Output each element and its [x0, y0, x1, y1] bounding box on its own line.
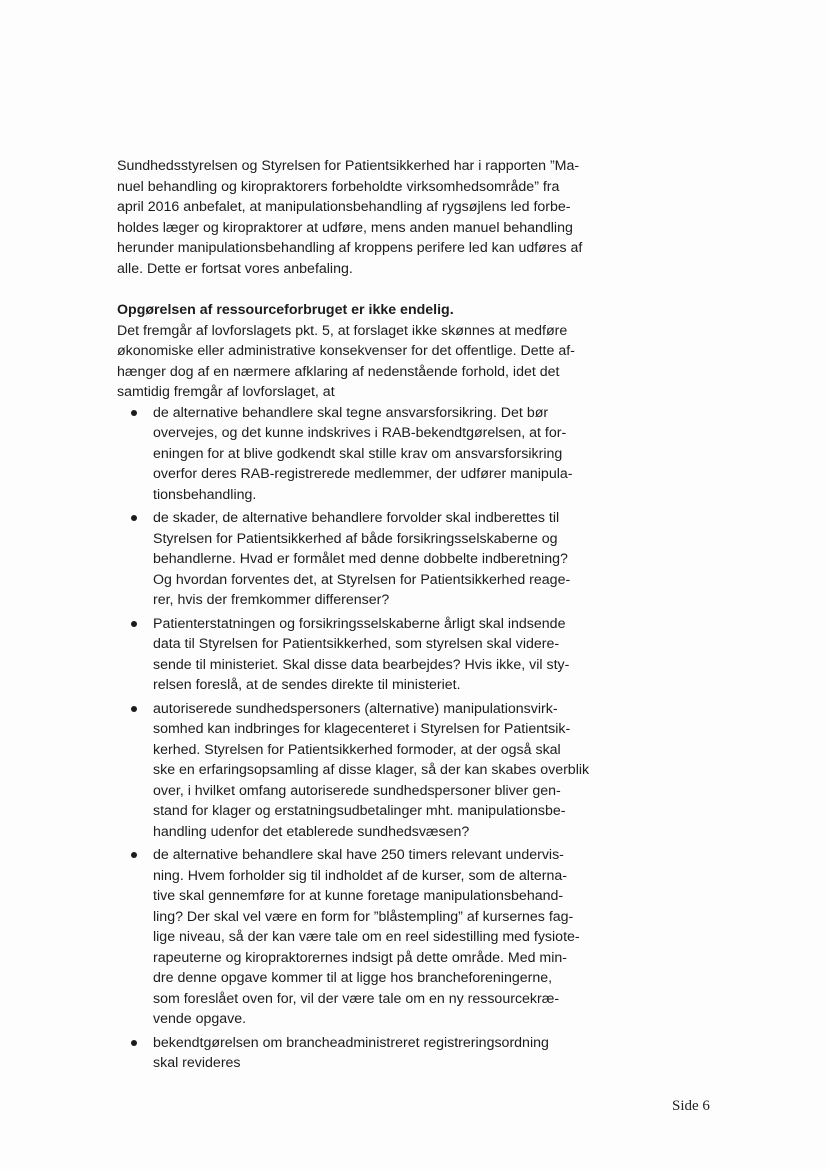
bullet-list — [117, 403, 617, 1074]
bullet-item — [153, 508, 617, 611]
bullet-icon — [131, 621, 137, 627]
bullet-text: Patienterstatningen og forsikringsselskaberne årligt skal indsende data til Styrelsen for Patientsikkerhed, som styrelsen skal videre- sende til ministeriet. Skal disse data bearbejdes? Hvis ikke, vil sty- relsen foreslå, at de sendes direkte til ministeriet. — [153, 615, 570, 693]
bullet-text: bekendtgørelsen om brancheadministreret registreringsordning skal revideres — [153, 1034, 549, 1071]
bullet-text: autoriserede sundhedspersoners (alternative) manipulationsvirk- somhed kan indbringes for klagecenteret i Styrelsen for Patientsik- kerhed. Styrelsen for Patientsikkerhed formoder, at der også skal ske en erfaringsopsamling af disse klager, så der kan skabes overblik over, i hvilket omfang autoriserede sundhedspersoner bliver gen- stand for klager og erstatningsudbetalinger mht. manipulationsbe- handling udenfor det etablerede sundhedsvæsen? — [153, 700, 590, 840]
section-heading: Opgørelsen af ressourceforbruget er ikke endelig. — [117, 302, 454, 318]
bullet-text: de alternative behandlere skal tegne ansvarsforsikring. Det bør overvejes, og det kunne indskrives i RAB-bekendtgørelsen, at for- eningen for at blive godkendt skal stille krav om ansvarsforsikring overfor deres RAB-registrerede medlemmer, der udfører manipula- tionsbehandling. — [153, 404, 573, 503]
bullet-icon — [131, 852, 137, 858]
intro-paragraph: Sundhedsstyrelsen og Styrelsen for Patientsikkerhed har i rapporten ”Ma- nuel behandling og kiropraktorers forbeholdte virksomhedsområde” fra april 2016 anbefalet, at manipulationsbehandling af rygsøjlens led forbe- holdes læger og kiropraktorer at udføre, mens anden manuel behandling herunder manipulationsbehandling af kroppens perifere led kan udføres af alle. Dette er fortsat vores anbefaling. — [117, 158, 583, 277]
bullet-item — [153, 845, 617, 1030]
section-paragraph: Det fremgår af lovforslagets pkt. 5, at forslaget ikke skønnes at medføre økonomiske eller administrative konsekvenser for det offentlige. Dette af- hænger dog af en nærmere afklaring af nedenstående forhold, idet det samtidig fremgår af lovforslaget, at — [117, 322, 575, 400]
bullet-text: de skader, de alternative behandlere forvolder skal indberettes til Styrelsen for Patientsikkerhed af både forsikringsselskaberne og behandlerne. Hvad er formålet med denne dobbelte indberetning? Og hvordan forventes det, at Styrelsen for Patientsikkerhed reage- rer, hvis der fremkommer differenser? — [153, 510, 571, 608]
bullet-item — [153, 1033, 617, 1074]
page-number: Side 6 — [672, 1098, 710, 1114]
bullet-item — [153, 699, 617, 843]
bullet-icon — [131, 515, 137, 521]
bullet-item — [153, 403, 617, 506]
bullet-icon — [131, 706, 137, 712]
document-body — [117, 156, 617, 1074]
bullet-icon — [131, 410, 137, 416]
bullet-text: de alternative behandlere skal have 250 timers relevant undervis- ning. Hvem forholder sig til indholdet af de kurser, som de alterna- tive skal gennemføre for at kunne foretage manipulationsbehand- ling? Der skal vel være en form for ”blåstempling” af kursernes fag- lige niveau, så der kan være tale om en reel sidestilling med fysiote- rapeuterne og kiropraktorernes indsigt på dette område. Med min- dre denne opgave kommer til at ligge hos brancheforeningerne, som foreslået oven for, vil der være tale om en ny ressourcekræ- vende opgave. — [153, 847, 580, 1027]
bullet-item — [153, 614, 617, 696]
bullet-icon — [131, 1040, 137, 1046]
